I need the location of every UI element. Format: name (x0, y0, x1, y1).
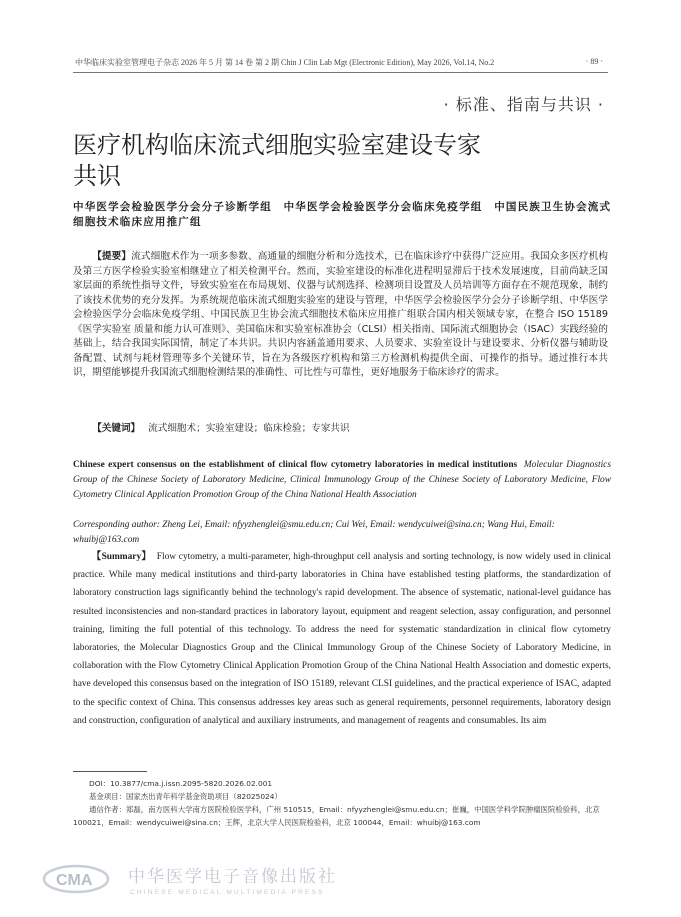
article-title: 医疗机构临床流式细胞实验室建设专家共识 (73, 131, 481, 190)
chinese-abstract-label: 【提要】 (92, 251, 132, 262)
english-authors: Molecular Diagnostics Group of the Chinese Society of Laboratory Medicine, Clinical Immunology Group of the Chinese Society of Laboratory Medicine, Flow Cytometry Clinical Application Promotion Group of the China National Health Association (73, 460, 611, 501)
author-groups: 中华医学会检验医学分会分子诊断学组 中华医学会检验医学分会临床免疫学组 中国民族卫生协会流式细胞技术临床应用推广组 (73, 201, 612, 228)
english-corresponding-author: Corresponding author: Zheng Lei, Email: nfyyzhenglei@smu.edu.cn; Cui Wei, Email: wendycuiwei@sina.cn; Wang Hui, Email: whuibj@163.com (73, 520, 555, 545)
logo-text: CMA (56, 872, 93, 889)
publisher-logo-graphic (38, 858, 338, 898)
footnote-correspondence: 通信作者：郑磊，南方医科大学南方医院检验医学科，广州 510515，Email：nfyyzhenglei@smu.edu.cn；崔巍，中国医学科学院肿瘤医院检验科，北京 100021，Email：wendycuiwei@sina.cn；王辉，北京大学人民医院检验科，北京 100044，Email：whuibj@163.com (73, 805, 600, 827)
footnote-fund: 基金项目：国家杰出青年科学基金资助项目（82025024） (89, 792, 282, 801)
chinese-abstract-text: 流式细胞术作为一项多参数、高通量的细胞分析和分选技术，已在临床诊疗中获得广泛应用。我国众多医疗机构及第三方医学检验实验室相继建立了相关检测平台。然而，实验室建设的标准化进程明显滞后于技术发展速度，目前尚缺乏国家层面的系统性指导文件，导致实验室在布局规划、仪器与试剂选择、检测项目设置及人员培训等方面存在不规范现象，制约了该技术优势的充分发挥。为系统规范临床流式细胞实验室的建设与管理，中华医学会检验医学分会分子诊断学组、中华医学会检验医学分会临床免疫学组、中国民族卫生协会流式细胞技术临床应用推广组联合国内相关领域专家，在整合 ISO 15189《医学实验室 质量和能力认可准则》、美国临床和实验室标准协会（CLSI）相关指南、国际流式细胞协会（ISAC）实践经验的基础上，结合我国实际国情，制定了本共识。共识内容涵盖通用要求、人员要求、实验室设计与建设要求、分析仪器与辅助设备配置、试剂与耗材管理等多个关键环节，旨在为各级医疗机构和第三方检测机构提供全面、可操作的指导。通过推行本共识，期望能够提升我国流式细胞检测结果的准确性、可比性与可靠性，更好地服务于临床诊疗的需求。 (73, 251, 609, 378)
footnote-doi: DOI：10.3877/cma.j.issn.2095-5820.2026.02.001 (89, 779, 273, 788)
running-head: 中华临床实验室管理电子杂志 2026 年 5 月 第 14 卷 第 2 期 Chin J Clin Lab Mgt (Electronic Edition), May 2026, Vol.14, No.2 (75, 58, 495, 67)
publisher-logo (38, 858, 338, 898)
english-summary-label: 【Summary】 (91, 552, 152, 562)
chinese-abstract (73, 250, 608, 381)
publisher-name-en: CHINESE MEDICAL MULTIMEDIA PRESS (130, 889, 325, 896)
publisher-name-cn: 中华医学电子音像出版社 (128, 867, 337, 887)
chinese-keywords-text: 流式细胞术；实验室建设；临床检验；专家共识 (148, 423, 350, 434)
header-rule (73, 72, 608, 73)
chinese-keywords (73, 422, 608, 436)
english-summary-text: Flow cytometry, a multi-parameter, high-throughput cell analysis and sorting technology, is now widely used in clinical practice. While many medical institutions and third-party laboratories in China have established testing platforms, the standardization of laboratory construction lags significantly behind the technology's rapid development. The absence of systematic, national-level guidance has resulted inconsistencies and non-standard practices in laboratory layout, equipment and reagent selection, assay configuration, and personnel training, limiting the full potential of this technology. To address the need for systematic standardization in clinical flow cytometry laboratories, the Molecular Diagnostics Group and the Clinical Immunology Group of the Chinese Society of Laboratory Medicine, in collaboration with the Flow Cytometry Clinical Application Promotion Group of the China National Health Association and domestic experts, have developed this consensus based on the integration of ISO 15189, relevant CLSI guidelines, and the practical experience of ISAC, adapted to the specific context of China. This consensus addresses key areas such as general requirements, personnel requirements, laboratory design and construction, configuration of analytical and auxiliary instruments, and management of reagents and consumables. Its aim (73, 552, 611, 726)
english-title: Chinese expert consensus on the establishment of clinical flow cytometry laboratories in medical institutions (73, 460, 518, 470)
page-number: · 89 · (585, 57, 603, 66)
section-label: · 标准、指南与共识 · (443, 95, 604, 114)
english-summary (73, 548, 611, 730)
chinese-keywords-label: 【关键词】 (92, 423, 141, 434)
footnote-rule (73, 771, 147, 772)
english-title-block (73, 458, 611, 504)
